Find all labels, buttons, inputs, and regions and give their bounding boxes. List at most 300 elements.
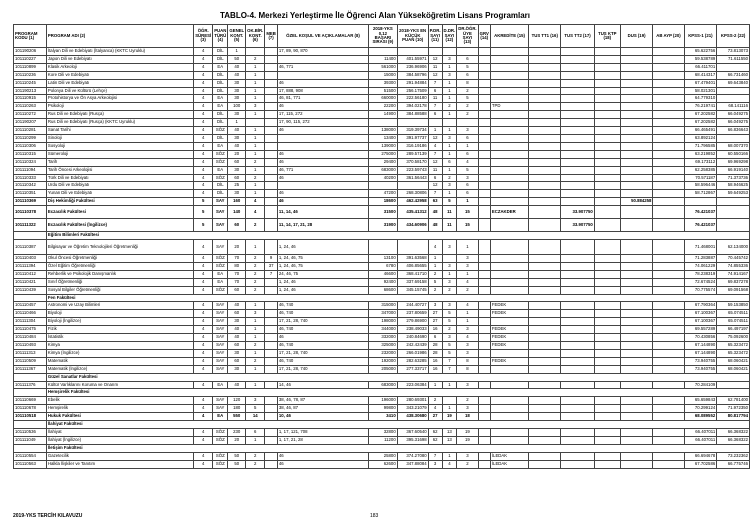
table-cell: 4: [194, 397, 213, 405]
table-cell: 60: [228, 158, 246, 166]
table-cell: 2: [246, 286, 265, 294]
table-cell: İtalyan Dili ve Edebiyatı (İtalyanca) (KKTC Uyruklu): [46, 48, 193, 56]
table-cell: 7: [265, 270, 278, 278]
table-cell: EA: [213, 270, 228, 278]
table-cell: EA: [213, 166, 228, 174]
table-cell: [561, 318, 595, 326]
table-cell: [529, 452, 561, 460]
table-cell: [594, 95, 620, 103]
table-cell: 4: [194, 262, 213, 270]
table-cell: 1, 17, 121, 708: [277, 428, 368, 436]
table-cell: [14, 444, 47, 452]
table-cell: 68.089552: [684, 413, 717, 421]
table-cell: SAY: [213, 365, 228, 373]
table-cell: 66.465491: [684, 127, 717, 135]
table-cell: [561, 111, 595, 119]
table-cell: 3: [457, 381, 478, 389]
table-cell: Rehberlik ve Psikolojik Danışmanlık: [46, 270, 193, 278]
table-cell: 1: [442, 150, 457, 158]
table-cell: SÖZ: [213, 255, 228, 263]
table-cell: 66.694678: [684, 452, 717, 460]
table-cell: İLEDAK: [490, 452, 528, 460]
table-cell: [529, 142, 561, 150]
table-cell: [490, 87, 528, 95]
table-cell: 1: [428, 127, 442, 135]
table-cell: 12: [428, 134, 442, 142]
table-cell: 66.049275: [717, 119, 750, 127]
table-row: [14, 452, 750, 460]
table-cell: 51500: [369, 87, 398, 95]
table-cell: 64.779310: [684, 95, 717, 103]
table-cell: 2: [457, 103, 478, 111]
table-cell: SAY: [213, 342, 228, 350]
table-cell: 7: [428, 452, 442, 460]
table-cell: [653, 240, 684, 255]
table-cell: 101110518: [14, 413, 47, 421]
column-header: MEB (7): [265, 25, 278, 48]
table-cell: [561, 134, 595, 142]
table-cell: 70.284109: [684, 381, 717, 389]
table-cell: [490, 318, 528, 326]
table-cell: 67.144890: [684, 342, 717, 350]
table-cell: [653, 127, 684, 135]
table-cell: [478, 452, 490, 460]
table-cell: [490, 63, 528, 71]
table-cell: [14, 232, 47, 240]
table-row: [14, 134, 750, 142]
table-row: [14, 262, 750, 270]
table-cell: 4: [194, 55, 213, 63]
table-cell: 1: [228, 48, 246, 56]
table-cell: 74.061229: [684, 262, 717, 270]
table-cell: 4: [194, 342, 213, 350]
table-cell: 344000: [369, 326, 398, 334]
table-cell: [478, 405, 490, 413]
table-cell: [265, 127, 278, 135]
table-cell: 60: [228, 286, 246, 294]
table-cell: 3: [442, 71, 457, 79]
table-cell: [653, 326, 684, 334]
table-cell: [594, 87, 620, 95]
table-cell: 1: [246, 334, 265, 342]
table-cell: [653, 103, 684, 111]
table-cell: [561, 405, 595, 413]
table-cell: 101190206: [14, 48, 47, 56]
table-cell: [529, 342, 561, 350]
table-cell: [490, 127, 528, 135]
table-cell: 1: [428, 262, 442, 270]
table-cell: [561, 262, 595, 270]
table-cell: 101110554: [14, 452, 47, 460]
table-cell: [653, 79, 684, 87]
table-cell: [529, 198, 561, 206]
table-cell: 65.074511: [717, 310, 750, 318]
table-cell: [478, 326, 490, 334]
table-cell: [620, 428, 653, 436]
table-cell: 160: [228, 198, 246, 206]
table-cell: 101111094: [14, 166, 47, 174]
table-cell: 4: [194, 63, 213, 71]
table-cell: [653, 71, 684, 79]
table-cell: 101110369: [14, 198, 47, 206]
table-cell: [265, 397, 278, 405]
table-cell: [490, 134, 528, 142]
table-cell: 3: [457, 262, 478, 270]
table-cell: 2: [246, 174, 265, 182]
table-cell: [594, 119, 620, 127]
table-cell: [594, 219, 620, 232]
table-cell: 438.30680: [397, 413, 428, 421]
table-cell: 70: [228, 255, 246, 263]
table-row: [14, 428, 750, 436]
table-cell: [620, 357, 653, 365]
column-header: 2018-YKS EN KÜÇÜK PUAN (10): [397, 25, 428, 48]
table-cell: 46: [277, 127, 368, 135]
table-cell: 406.85655: [397, 262, 428, 270]
table-cell: 4: [194, 95, 213, 103]
table-cell: [653, 302, 684, 310]
table-cell: 1: [442, 381, 457, 389]
table-cell: [490, 79, 528, 87]
table-cell: 68600: [369, 286, 398, 294]
table-cell: Astronomi ve Uzay Bilimleri: [46, 302, 193, 310]
table-row: [14, 182, 750, 190]
table-cell: 4: [194, 460, 213, 468]
table-cell: 101110342: [14, 182, 47, 190]
table-cell: 50.884258: [620, 198, 653, 206]
table-cell: [277, 142, 368, 150]
table-cell: [620, 460, 653, 468]
table-cell: 101110678: [14, 405, 47, 413]
table-cell: [529, 219, 561, 232]
table-cell: [529, 63, 561, 71]
table-cell: 5: [457, 166, 478, 174]
table-cell: [620, 326, 653, 334]
table-cell: 2: [442, 174, 457, 182]
table-cell: SÖZ: [213, 127, 228, 135]
table-cell: [265, 71, 278, 79]
table-cell: 434.60906: [397, 219, 428, 232]
table-cell: [653, 158, 684, 166]
table-cell: İLEDAK: [490, 460, 528, 468]
table-cell: 4: [194, 452, 213, 460]
table-cell: Sosyal Bilgiler Öğretmenliği: [46, 286, 193, 294]
table-cell: 46: [277, 198, 368, 206]
table-cell: [490, 349, 528, 357]
section-title: Güzel Sanatlar Fakültesi: [46, 373, 749, 381]
table-cell: 1: [442, 405, 457, 413]
table-cell: SAY: [213, 405, 228, 413]
table-cell: 101110509: [14, 357, 47, 365]
table-cell: [594, 270, 620, 278]
table-cell: [561, 255, 595, 263]
table-cell: [490, 365, 528, 373]
table-row: [14, 87, 750, 95]
table-cell: [653, 381, 684, 389]
table-cell: 30: [228, 365, 246, 373]
table-cell: [594, 342, 620, 350]
table-cell: 2: [246, 460, 265, 468]
table-cell: 17, 90, 115, 272: [277, 119, 368, 127]
table-cell: [620, 436, 653, 444]
table-cell: 67.100367: [684, 318, 717, 326]
table-cell: [490, 55, 528, 63]
table-cell: [561, 342, 595, 350]
table-cell: [594, 310, 620, 318]
table-cell: 240.84690: [397, 334, 428, 342]
column-header: PROGRAM ADI (2): [46, 25, 193, 48]
table-cell: [653, 365, 684, 373]
table-cell: [478, 270, 490, 278]
table-cell: [620, 174, 653, 182]
table-cell: SÖZ: [213, 286, 228, 294]
table-cell: 17, 888, 908: [277, 87, 368, 95]
table-cell: 32800: [369, 428, 398, 436]
table-cell: SAY: [213, 198, 228, 206]
table-cell: Psikoloji: [46, 103, 193, 111]
table-cell: 4: [194, 428, 213, 436]
table-cell: [478, 150, 490, 158]
table-cell: 71.283887: [684, 255, 717, 263]
table-cell: [265, 87, 278, 95]
table-cell: 4: [194, 318, 213, 326]
table-cell: [653, 219, 684, 232]
table-cell: [529, 262, 561, 270]
table-cell: [653, 334, 684, 342]
table-cell: [478, 190, 490, 198]
table-cell: 4: [194, 150, 213, 158]
table-cell: [265, 190, 278, 198]
table-cell: [478, 87, 490, 95]
table-cell: 101110457: [14, 302, 47, 310]
table-cell: EA: [213, 413, 228, 421]
table-cell: [265, 326, 278, 334]
column-header: P.DR. SAYI (11): [428, 25, 442, 48]
table-cell: [265, 349, 278, 357]
table-row: [14, 63, 750, 71]
table-cell: 101111313: [14, 349, 47, 357]
table-cell: [478, 428, 490, 436]
table-cell: Sosyoloji: [46, 142, 193, 150]
table-cell: 4: [194, 119, 213, 127]
table-cell: 58.946625: [717, 182, 750, 190]
table-cell: 62.134000: [717, 240, 750, 255]
table-cell: 101110272: [14, 111, 47, 119]
table-cell: 11200: [369, 436, 398, 444]
table-cell: [684, 198, 717, 206]
table-cell: 101111367: [14, 365, 47, 373]
table-cell: [653, 436, 684, 444]
table-cell: [561, 436, 595, 444]
table-cell: 205000: [369, 365, 398, 373]
table-cell: [561, 119, 595, 127]
table-cell: [478, 55, 490, 63]
table-cell: 68.060421: [717, 357, 750, 365]
table-cell: DİL: [213, 182, 228, 190]
table-cell: 11400: [369, 55, 398, 63]
table-cell: 73.813073: [717, 48, 750, 56]
table-cell: [529, 182, 561, 190]
table-row: [14, 381, 750, 389]
table-cell: 46: [277, 79, 368, 87]
table-cell: 1, 24, 46: [277, 286, 368, 294]
table-cell: 1: [246, 111, 265, 119]
table-cell: [561, 55, 595, 63]
table-cell: 28: [428, 342, 442, 350]
table-cell: 40: [228, 127, 246, 135]
table-cell: 30: [228, 95, 246, 103]
column-header: DR.ÖĞR. ÜYE SAYI (13): [457, 25, 478, 48]
table-cell: 3: [442, 334, 457, 342]
table-cell: [529, 460, 561, 468]
table-cell: [265, 278, 278, 286]
table-cell: Diş Hekimliği Fakültesi: [46, 198, 193, 206]
table-cell: 71.611550: [717, 55, 750, 63]
table-cell: 2: [442, 103, 457, 111]
table-cell: 30: [228, 134, 246, 142]
table-cell: Hemşirelik: [46, 405, 193, 413]
table-cell: 2: [246, 219, 265, 232]
table-cell: [594, 127, 620, 135]
table-cell: [529, 127, 561, 135]
table-cell: [653, 174, 684, 182]
table-cell: [265, 48, 278, 56]
table-cell: [529, 286, 561, 294]
table-cell: [620, 270, 653, 278]
table-cell: [478, 158, 490, 166]
table-cell: [529, 134, 561, 142]
table-cell: 11, 14, 46: [277, 206, 368, 219]
table-cell: 2: [428, 270, 442, 278]
table-cell: 6: [457, 55, 478, 63]
table-cell: [561, 190, 595, 198]
table-cell: [529, 357, 561, 365]
table-cell: 65.323472: [717, 342, 750, 350]
table-cell: 4: [194, 334, 213, 342]
table-cell: 236.96906: [397, 63, 428, 71]
table-cell: [717, 63, 750, 71]
table-cell: [478, 206, 490, 219]
table-cell: 48: [428, 219, 442, 232]
table-row: [14, 357, 750, 365]
table-cell: Matematik (İngilizce): [46, 365, 193, 373]
table-cell: EA: [213, 63, 228, 71]
table-cell: 2: [457, 460, 478, 468]
table-cell: [14, 373, 47, 381]
table-cell: 1: [228, 119, 246, 127]
section-title: İlahiyat Fakültesi: [46, 421, 749, 429]
table-cell: 368.41710: [397, 270, 428, 278]
table-cell: 2: [246, 262, 265, 270]
table-cell: DİL: [213, 111, 228, 119]
table-cell: 66.368322: [717, 428, 750, 436]
table-cell: 3: [457, 255, 478, 263]
table-cell: 60: [228, 357, 246, 365]
table-cell: 101110378: [14, 206, 47, 219]
table-cell: 11, 14, 17, 21, 28: [277, 219, 368, 232]
table-cell: 69.969298: [717, 158, 750, 166]
table-cell: [529, 206, 561, 219]
table-cell: 3: [442, 278, 457, 286]
table-cell: 60: [228, 310, 246, 318]
table-cell: SAY: [213, 302, 228, 310]
table-cell: [620, 111, 653, 119]
table-cell: [529, 55, 561, 63]
table-cell: [478, 262, 490, 270]
table-cell: 2: [442, 286, 457, 294]
table-cell: 4: [194, 182, 213, 190]
table-cell: 6: [457, 182, 478, 190]
column-header: D.DR. SAYI (12): [442, 25, 457, 48]
table-cell: 80.817794: [717, 413, 750, 421]
table-row: [14, 166, 750, 174]
table-cell: [561, 103, 595, 111]
table-cell: 5: [194, 219, 213, 232]
table-cell: [561, 413, 595, 421]
table-row: [14, 255, 750, 263]
table-cell: 6: [457, 134, 478, 142]
table-cell: 68.007370: [717, 142, 750, 150]
table-cell: 4: [194, 436, 213, 444]
table-cell: [428, 119, 442, 127]
table-cell: 76.421037: [684, 219, 717, 232]
table-cell: Latin Dili ve Edebiyatı: [46, 79, 193, 87]
table-cell: 66.836643: [717, 127, 750, 135]
table-cell: 80: [228, 262, 246, 270]
table-cell: 319.39734: [397, 127, 428, 135]
table-cell: [653, 87, 684, 95]
table-cell: 73.940755: [684, 357, 717, 365]
table-cell: [653, 452, 684, 460]
table-cell: [478, 134, 490, 142]
section-title: Eğitim Bilimleri Fakültesi: [46, 232, 749, 240]
table-cell: 31500: [369, 206, 398, 219]
table-cell: [594, 190, 620, 198]
table-cell: 4: [457, 302, 478, 310]
table-cell: [594, 142, 620, 150]
table-cell: [561, 142, 595, 150]
table-cell: [529, 103, 561, 111]
table-cell: [529, 158, 561, 166]
table-cell: 69.643840: [717, 79, 750, 87]
table-cell: 256.17509: [397, 87, 428, 95]
table-cell: 101111376: [14, 381, 47, 389]
table-cell: İstatistik: [46, 334, 193, 342]
table-cell: 101110493: [14, 342, 47, 350]
table-cell: FEDEK: [490, 302, 528, 310]
table-cell: 561000: [369, 63, 398, 71]
table-cell: 7: [442, 357, 457, 365]
table-cell: [490, 174, 528, 182]
table-cell: [265, 198, 278, 206]
table-cell: 1: [442, 166, 457, 174]
table-cell: [561, 278, 595, 286]
table-cell: [478, 310, 490, 318]
table-cell: 46: [277, 158, 368, 166]
table-cell: 13: [442, 436, 457, 444]
table-cell: 11: [428, 166, 442, 174]
table-cell: 46: [277, 334, 368, 342]
table-cell: 1: [457, 310, 478, 318]
table-cell: 4: [194, 413, 213, 421]
table-cell: Biyoloji: [46, 310, 193, 318]
table-cell: 14, 46: [277, 381, 368, 389]
table-cell: 15: [457, 206, 478, 219]
table-cell: SÖZ: [213, 158, 228, 166]
table-cell: [529, 413, 561, 421]
table-cell: 1: [246, 79, 265, 87]
table-cell: 1: [246, 240, 265, 255]
